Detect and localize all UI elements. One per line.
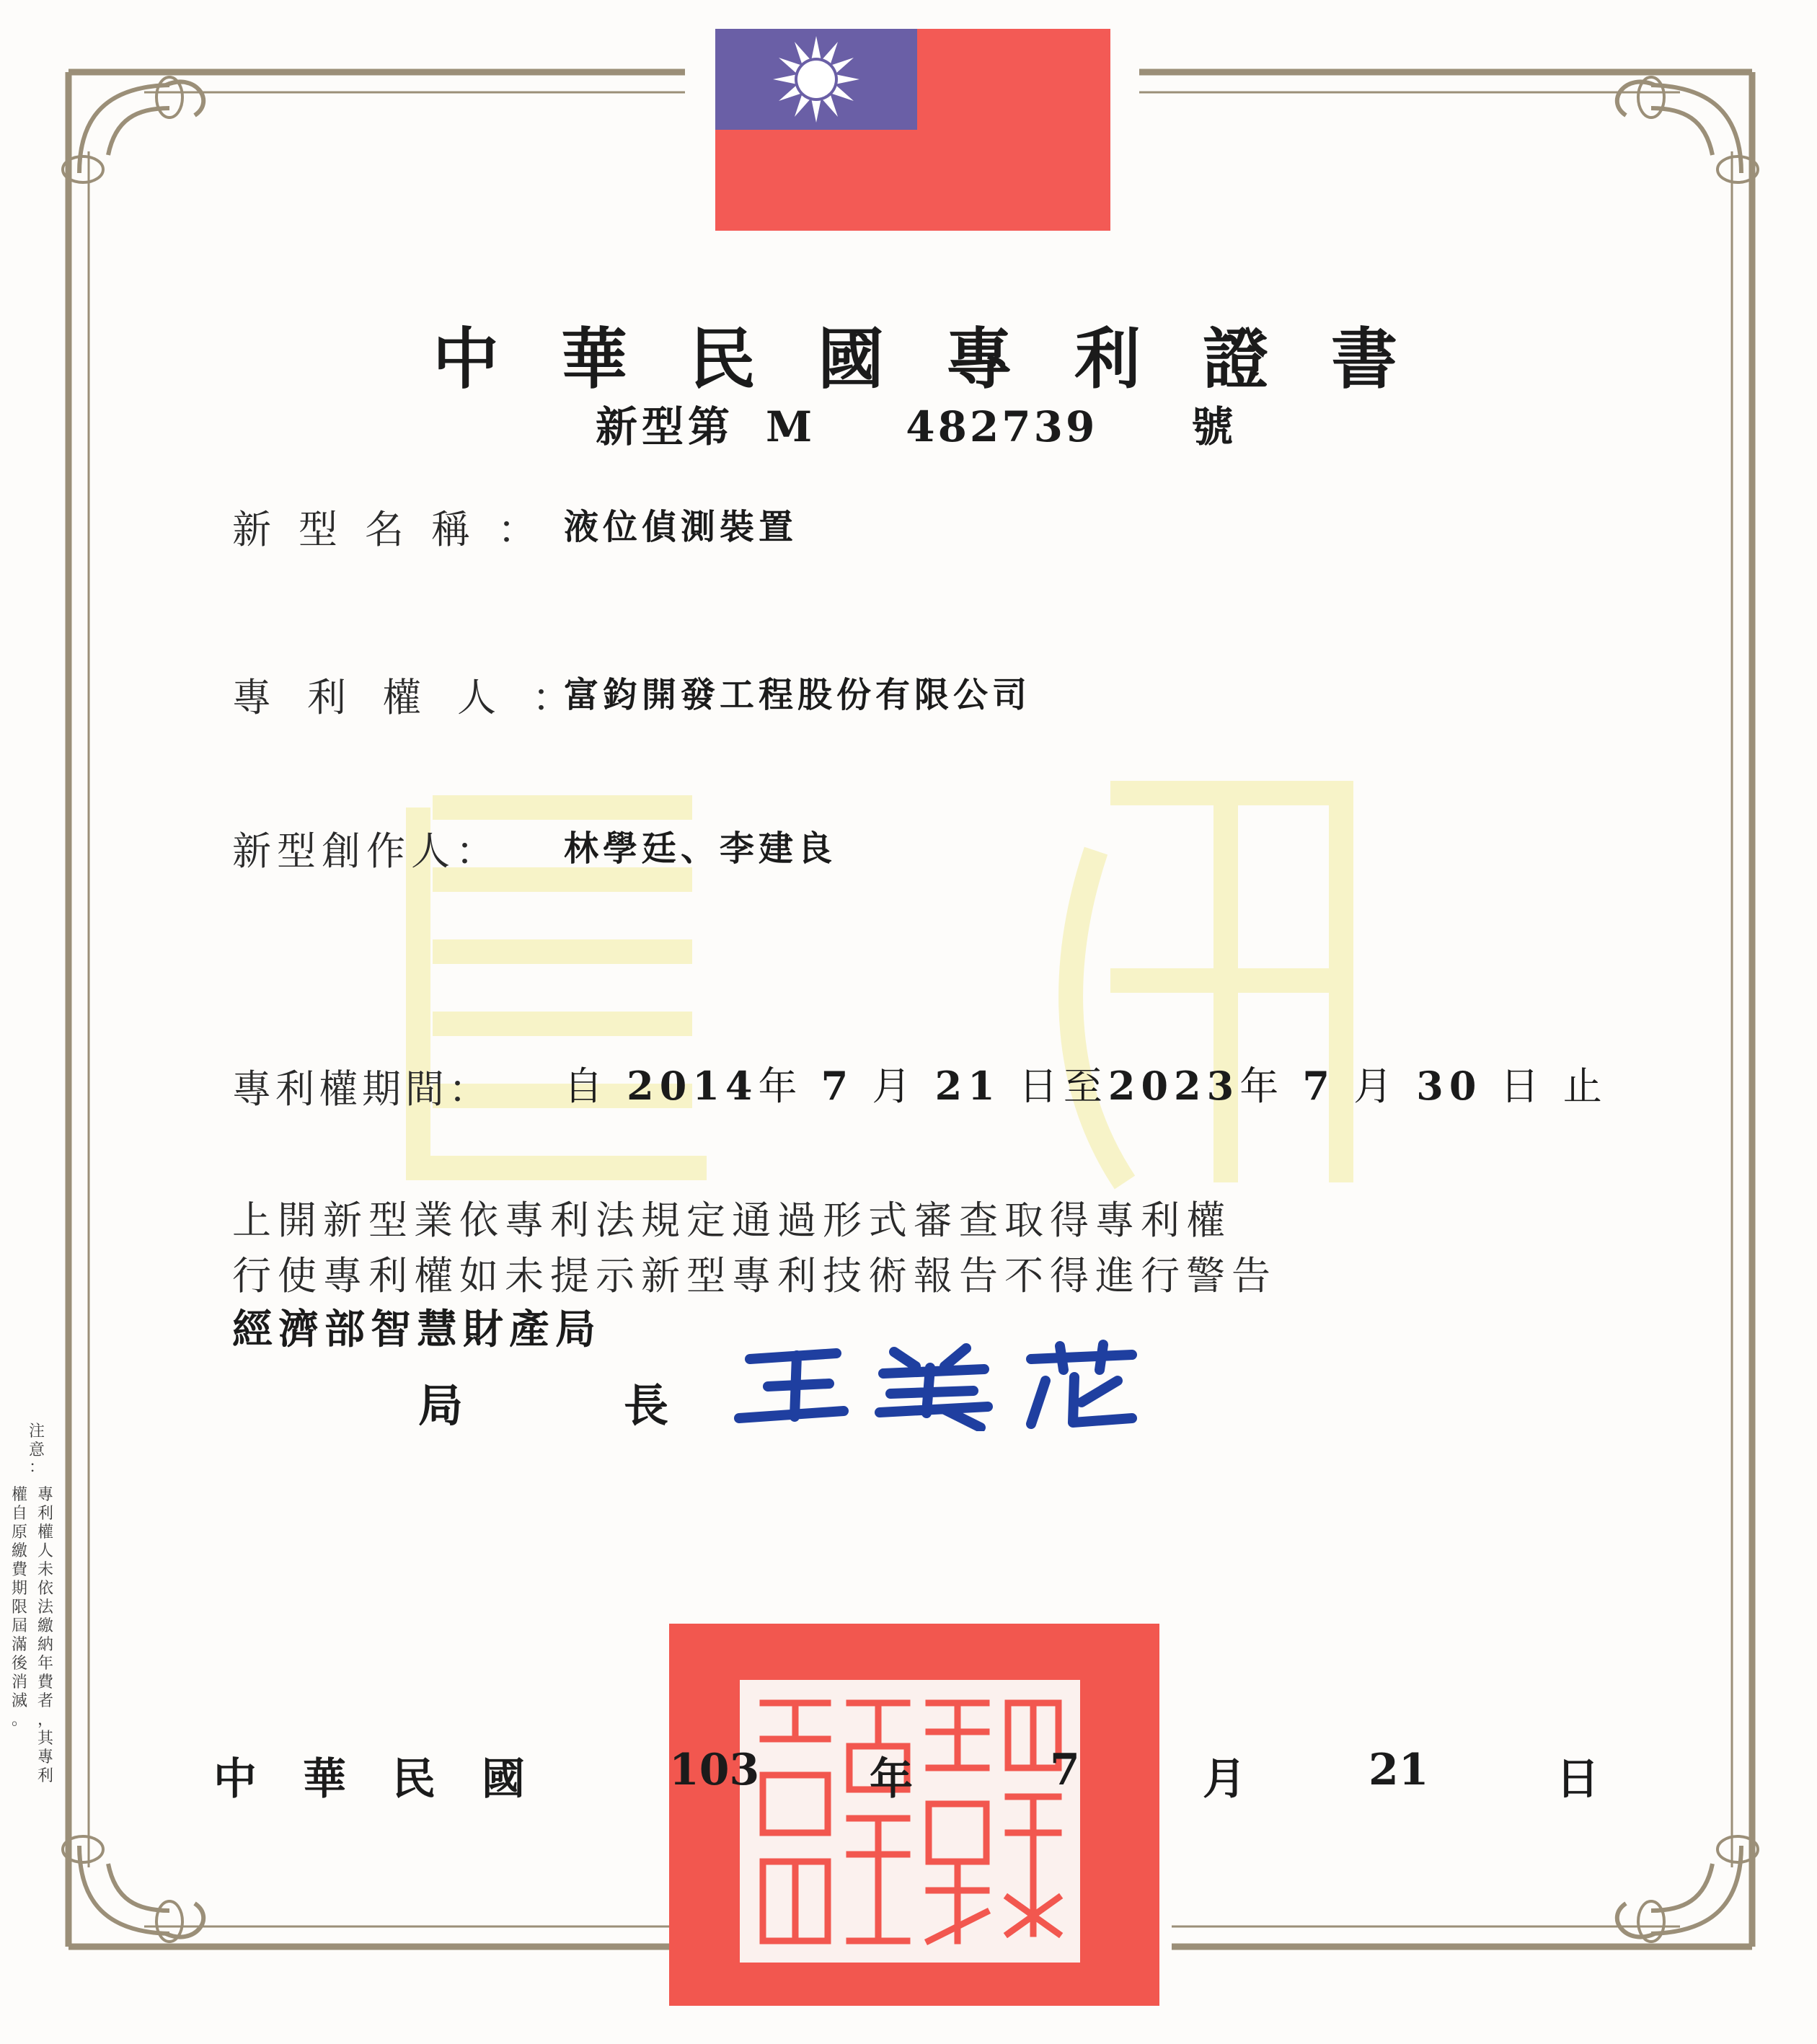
svg-text:費: 費: [37, 1673, 54, 1691]
svg-text:利: 利: [37, 1767, 54, 1785]
svg-text:注: 注: [29, 1423, 45, 1441]
patent-number: 482739: [906, 402, 1098, 451]
period-start-year: 2014: [627, 1063, 759, 1109]
statement-line-2: 行使專利權如未提示新型專利技術報告不得進行警告: [232, 1253, 1277, 1298]
svg-text:期: 期: [12, 1580, 28, 1598]
date-year: 103: [669, 1745, 760, 1795]
svg-text:利: 利: [37, 1505, 54, 1523]
svg-text:專: 專: [37, 1486, 54, 1504]
svg-text:未: 未: [37, 1561, 54, 1579]
svg-text:繳: 繳: [37, 1617, 54, 1635]
field-value-period: [564, 1056, 1608, 1111]
svg-text:者: 者: [37, 1692, 54, 1710]
date-day-unit: 日: [1556, 1754, 1599, 1805]
svg-text:費: 費: [12, 1561, 28, 1579]
vertical-note: [1, 1419, 55, 1823]
svg-text:人: 人: [37, 1542, 54, 1560]
date-month-unit: 月: [1203, 1754, 1246, 1805]
svg-text:。: 。: [12, 1711, 28, 1729]
svg-text:繳: 繳: [12, 1542, 28, 1560]
svg-text:專: 專: [37, 1748, 54, 1766]
statement-line-1: 上開新型業依專利法規定通過形式審查取得專利權: [232, 1198, 1232, 1243]
issuing-office: 經濟部智慧財產局: [232, 1306, 601, 1353]
certificate-title: 中華民國專利證書: [433, 320, 1460, 398]
svg-text:其: 其: [37, 1730, 54, 1748]
field-label-period: 專利權期間：: [232, 1066, 492, 1112]
svg-text:滅: 滅: [12, 1692, 28, 1710]
period-from-word: 自: [564, 1063, 609, 1109]
svg-text:年: 年: [37, 1655, 54, 1673]
svg-text:權: 權: [12, 1486, 28, 1504]
field-label-owner: 專利權人：: [232, 675, 607, 720]
svg-text:依: 依: [37, 1580, 54, 1598]
period-year-unit: 年: [758, 1063, 803, 1109]
period-end-day: 30: [1416, 1063, 1482, 1109]
period-end-year: 2023: [1108, 1063, 1240, 1109]
director-title-b: 長: [624, 1379, 669, 1432]
official-seal: [669, 1624, 1159, 2006]
svg-text:滿: 滿: [12, 1636, 28, 1654]
svg-text:，: ，: [37, 1711, 54, 1729]
date-month: 7: [1050, 1745, 1080, 1795]
period-start-day: 21: [934, 1063, 1001, 1109]
period-end-word: 止: [1562, 1063, 1608, 1109]
svg-text:權: 權: [37, 1523, 54, 1541]
svg-text:原: 原: [12, 1523, 28, 1541]
svg-text:自: 自: [12, 1505, 28, 1523]
date-era: 中華民國: [213, 1754, 571, 1805]
patent-letter: M: [766, 402, 813, 451]
svg-text:意: 意: [29, 1441, 45, 1459]
field-value-name: 液位偵測裝置: [564, 507, 798, 547]
period-start-month: 7: [821, 1063, 854, 1109]
svg-text:法: 法: [37, 1598, 54, 1616]
field-label-name: 新型名稱：: [232, 507, 564, 552]
period-end-month: 7: [1302, 1063, 1335, 1109]
date-day: 21: [1369, 1745, 1429, 1795]
period-month-unit: 月: [872, 1063, 917, 1109]
period-year-unit-2: 年: [1239, 1063, 1285, 1109]
period-month-unit-2: 月: [1353, 1063, 1399, 1109]
national-flag: [715, 29, 1110, 231]
svg-text:消: 消: [12, 1673, 28, 1691]
date-year-unit: 年: [870, 1754, 913, 1805]
watermark-emblem: [404, 764, 1428, 1211]
director-signature: [728, 1337, 1161, 1431]
patent-type-prefix: 新型第: [596, 402, 735, 451]
svg-text:限: 限: [12, 1598, 28, 1616]
field-label-creator: 新型創作人：: [232, 828, 500, 874]
period-to-word: 至: [1063, 1063, 1108, 1109]
period-day-unit-2: 日: [1500, 1063, 1545, 1109]
field-value-creator: 林學廷、李建良: [564, 828, 837, 869]
svg-text:納: 納: [37, 1636, 54, 1654]
svg-text:：: ：: [29, 1459, 45, 1477]
director-title-a: 局: [418, 1379, 464, 1432]
svg-text:屆: 屆: [12, 1617, 28, 1635]
patent-number-suffix: 號: [1191, 402, 1234, 451]
patent-number-line: [596, 393, 1233, 454]
field-value-owner: 富鈞開發工程股份有限公司: [564, 675, 1032, 715]
svg-text:後: 後: [12, 1655, 28, 1673]
period-day-unit: 日: [1018, 1063, 1064, 1109]
